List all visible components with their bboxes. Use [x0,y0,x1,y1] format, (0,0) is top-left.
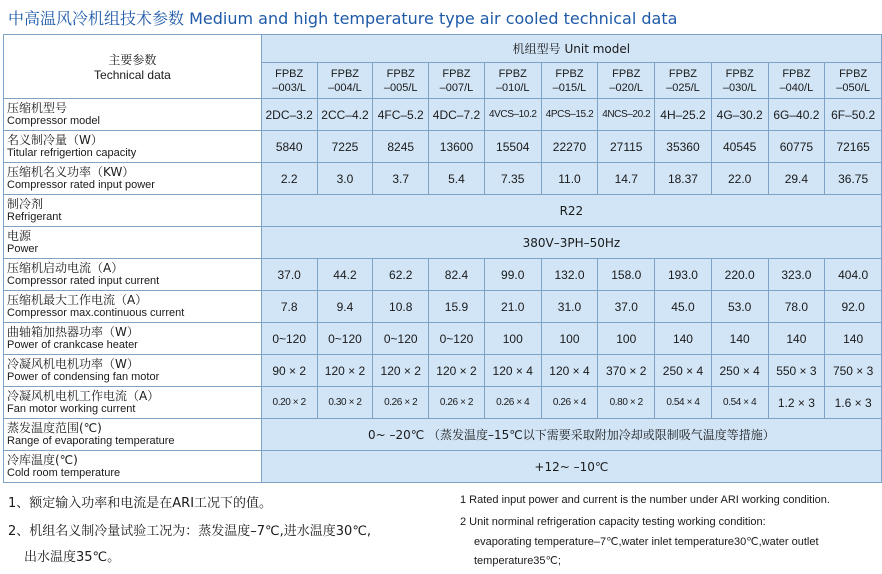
table-cell: 10.8 [373,291,429,323]
table-cell: 120 × 4 [484,355,541,387]
table-cell: 2.2 [261,163,317,195]
table-cell: 14.7 [598,163,655,195]
table-cell: 13600 [429,131,485,163]
model-name-line: –020/L [609,81,644,94]
table-cell: 2DC–3.2 [261,99,317,131]
model-name-line: –005/L [383,81,418,94]
table-cell: 40545 [711,131,768,163]
row-label-en: Power of crankcase heater [7,338,138,351]
table-cell: 140 [655,323,712,355]
row-label-en: Cold room temperature [7,466,121,479]
model-name-line: –015/L [552,81,587,94]
model-header-1 [261,63,317,99]
table-row [4,291,882,323]
table-cell: 250 × 4 [655,355,712,387]
row-label [4,323,262,355]
table-cell: 5840 [261,131,317,163]
table-cell: 0.26 × 2 [373,387,429,419]
table-cell: 29.4 [768,163,825,195]
table-cell: 0.80 × 2 [598,387,655,419]
table-cell: 120 × 2 [317,355,373,387]
row-label-zh: 冷凝风机电机功率（W） [7,356,139,371]
merged-value-cell: 380V–3PH–50Hz [261,227,881,259]
table-cell: 4PCS–15.2 [541,99,598,131]
table-cell: 4NCS–20.2 [598,99,655,131]
row-label [4,259,262,291]
table-row [4,451,882,483]
row-label-en: Compressor max.continuous current [7,306,185,319]
model-header-11 [825,63,882,99]
table-cell: 0.20 × 2 [261,387,317,419]
row-label [4,99,262,131]
row-label [4,195,262,227]
table-cell: 0.26 × 4 [541,387,598,419]
model-header-2 [317,63,373,99]
table-row [4,227,882,259]
table-cell: 750 × 3 [825,355,882,387]
model-header-4 [429,63,485,99]
row-label-zh: 制冷剂 [7,196,44,211]
table-cell: 3.0 [317,163,373,195]
table-cell: 5.4 [429,163,485,195]
model-name-line: FPBZ [555,67,584,80]
table-cell: 404.0 [825,259,882,291]
table-cell: 0~120 [261,323,317,355]
row-label-en: Compressor rated input current [7,274,160,287]
table-cell: 0~120 [373,323,429,355]
table-cell: 4VCS–10.2 [484,99,541,131]
model-header-9 [711,63,768,99]
model-name-line: –003/L [272,81,306,94]
row-label [4,291,262,323]
model-name-line: FPBZ [612,67,641,80]
table-cell: 0.26 × 4 [484,387,541,419]
table-cell: 9.4 [317,291,373,323]
table-cell: 0.54 × 4 [711,387,768,419]
table-row [4,419,882,451]
table-cell: 0.26 × 2 [429,387,485,419]
row-label [4,419,262,451]
row-label [4,451,262,483]
model-name-line: FPBZ [839,67,868,80]
table-cell: 100 [598,323,655,355]
note-en-2-cont: evaporating temperature–7℃,water inlet temperature30℃,water outlet [474,536,819,548]
technical-data-header: 主要参数 Technical data [4,35,262,99]
table-cell: 550 × 3 [768,355,825,387]
table-cell: 3.7 [373,163,429,195]
table-cell: 370 × 2 [598,355,655,387]
model-name-line: –030/L [722,81,757,94]
table-cell: 7225 [317,131,373,163]
table-cell: 4G–30.2 [711,99,768,131]
table-cell: 35360 [655,131,712,163]
row-label [4,227,262,259]
table-cell: 0~120 [317,323,373,355]
table-cell: 62.2 [373,259,429,291]
note-en-2: 2 Unit norminal refrigeration capacity testing working condition: [460,516,766,528]
row-label-zh: 压缩机启动电流（A） [7,260,124,275]
model-name-line: –025/L [666,81,700,94]
row-label-zh: 压缩机最大工作电流（A） [7,292,148,307]
table-cell: 140 [768,323,825,355]
table-cell: 22.0 [711,163,768,195]
row-label-en: Fan motor working current [7,402,136,415]
model-header-5 [484,63,541,99]
table-row [4,323,882,355]
row-label-en: Power of condensing fan motor [7,370,160,383]
row-label-en: Compressor rated input power [7,178,155,191]
note-zh-1: 1、额定输入功率和电流是在ARI工况下的值。 [8,496,273,511]
table-cell: 120 × 4 [541,355,598,387]
table-cell: 11.0 [541,163,598,195]
table-cell: 0~120 [429,323,485,355]
row-label-en: Titular refrigertion capacity [7,146,137,159]
note-en-2-end: temperature35℃; [474,555,561,567]
table-cell: 6G–40.2 [768,99,825,131]
model-name-line: –007/L [439,81,474,94]
table-cell: 7.8 [261,291,317,323]
model-header-6 [541,63,598,99]
table-row [4,355,882,387]
table-cell: 78.0 [768,291,825,323]
table-cell: 6F–50.2 [825,99,882,131]
row-label-zh: 名义制冷量（W） [7,132,103,147]
table-cell: 4FC–5.2 [373,99,429,131]
model-name-line: FPBZ [386,67,415,80]
unit-model-header: 机组型号 Unit model [261,35,881,63]
note-en-1: 1 Rated input power and current is the number under ARI working condition. [460,494,830,506]
table-cell: 92.0 [825,291,882,323]
row-label-en: Compressor model [7,114,100,127]
table-cell: 60775 [768,131,825,163]
technical-data-table [3,34,882,483]
table-cell: 15504 [484,131,541,163]
model-name-line: FPBZ [782,67,811,80]
model-name-line: –050/L [836,81,870,94]
row-label-zh: 电源 [7,228,32,243]
table-cell: 90 × 2 [261,355,317,387]
table-cell: 0.54 × 4 [655,387,712,419]
table-cell: 0.30 × 2 [317,387,373,419]
table-cell: 7.35 [484,163,541,195]
table-cell: 82.4 [429,259,485,291]
note-zh-2-cont: 出水温度35℃。 [24,550,121,565]
model-header-10 [768,63,825,99]
table-cell: 193.0 [655,259,712,291]
table-cell: 72165 [825,131,882,163]
table-row [4,259,882,291]
merged-value-cell: +12~ –10℃ [261,451,881,483]
table-cell: 220.0 [711,259,768,291]
model-name-line: FPBZ [498,67,527,80]
table-cell: 31.0 [541,291,598,323]
table-cell: 140 [825,323,882,355]
table-cell: 44.2 [317,259,373,291]
table-cell: 4DC–7.2 [429,99,485,131]
table-cell: 100 [484,323,541,355]
row-label [4,355,262,387]
table-cell: 15.9 [429,291,485,323]
table-row [4,387,882,419]
model-header-8 [655,63,712,99]
table-cell: 36.75 [825,163,882,195]
model-name-line: –040/L [779,81,814,94]
table-cell: 18.37 [655,163,712,195]
model-name-line: FPBZ [725,67,754,80]
table-cell: 21.0 [484,291,541,323]
row-label [4,387,262,419]
table-cell: 120 × 2 [373,355,429,387]
model-name-line: FPBZ [330,67,360,80]
table-cell: 37.0 [598,291,655,323]
model-header-3 [373,63,429,99]
note-zh-2: 2、机组名义制冷量试验工况为：蒸发温度–7℃,进水温度30℃, [8,524,372,539]
table-cell: 4H–25.2 [655,99,712,131]
model-name-line: –004/L [328,81,362,94]
table-row [4,131,882,163]
table-cell: 250 × 4 [711,355,768,387]
row-label-zh: 压缩机名义功率（KW） [7,164,135,179]
page-title: 中高温风冷机组技术参数 Medium and high temperature type air cooled technical data [8,9,678,28]
row-label [4,131,262,163]
table-cell: 2CC–4.2 [317,99,373,131]
merged-value-cell: R22 [261,195,881,227]
table-cell: 100 [541,323,598,355]
table-cell: 22270 [541,131,598,163]
table-cell: 99.0 [484,259,541,291]
model-name-line: –010/L [495,81,530,94]
row-label-en: Range of evaporating temperature [7,434,175,447]
row-label-zh: 冷库温度(℃) [7,452,78,467]
table-cell: 1.6 × 3 [825,387,882,419]
row-label-zh: 冷凝风机电机工作电流（A） [7,388,160,403]
table-cell: 323.0 [768,259,825,291]
row-label-zh: 曲轴箱加热器功率（W） [7,324,139,339]
table-cell: 37.0 [261,259,317,291]
model-name-line: FPBZ [442,67,471,80]
table-cell: 8245 [373,131,429,163]
row-label-zh: 压缩机型号 [7,100,68,115]
table-cell: 132.0 [541,259,598,291]
table-cell: 140 [711,323,768,355]
row-label-en: Refrigerant [7,210,62,223]
table-cell: 1.2 × 3 [768,387,825,419]
table-cell: 45.0 [655,291,712,323]
model-name-line: FPBZ [668,67,698,80]
table-cell: 53.0 [711,291,768,323]
row-label-zh: 蒸发温度范围(℃) [7,420,102,435]
table-row [4,163,882,195]
model-name-line: FPBZ [275,67,304,80]
table-cell: 158.0 [598,259,655,291]
table-row [4,195,882,227]
row-label-en: Power [7,242,39,255]
table-row [4,99,882,131]
merged-value-cell: 0~ –20℃ （蒸发温度–15℃以下需要采取附加冷却或限制吸气温度等措施） [261,419,881,451]
model-header-7 [598,63,655,99]
table-cell: 27115 [598,131,655,163]
table-cell: 120 × 2 [429,355,485,387]
row-label [4,163,262,195]
